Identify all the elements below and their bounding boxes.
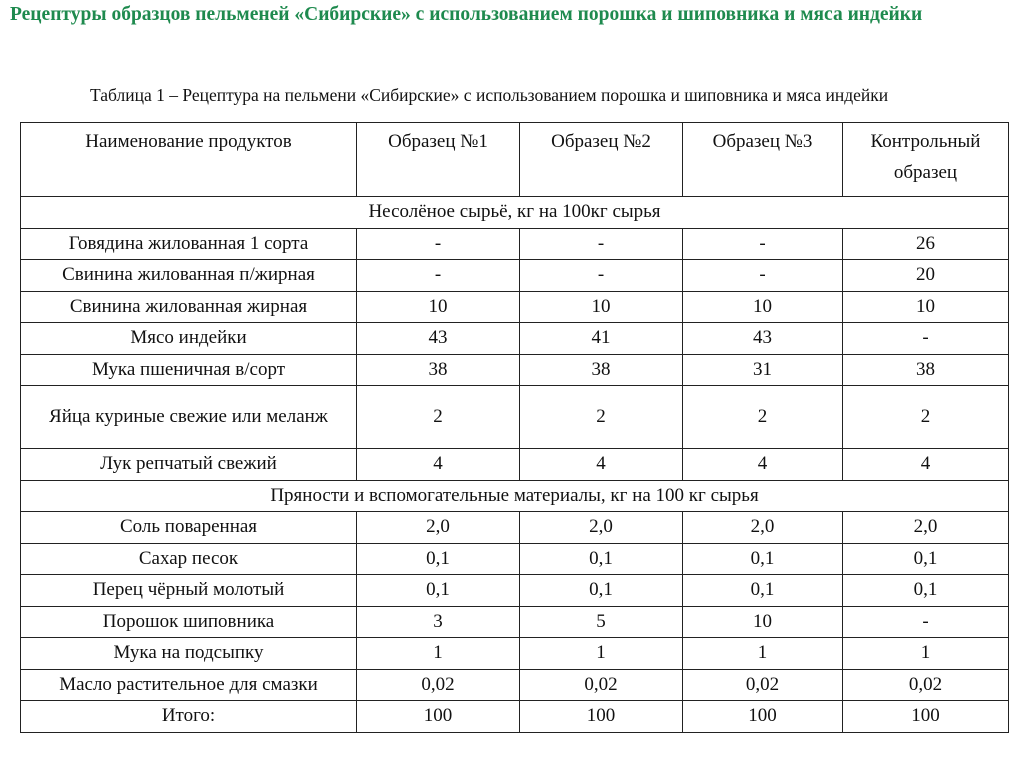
value-cell: 0,1 <box>520 575 683 607</box>
value-cell: 2 <box>357 386 520 449</box>
header-sample-2: Образец №2 <box>520 123 683 197</box>
table-row <box>21 386 1009 449</box>
value-cell: 4 <box>683 449 843 481</box>
value-cell: 2,0 <box>843 512 1009 544</box>
value-cell: 4 <box>357 449 520 481</box>
value-cell: 38 <box>357 354 520 386</box>
value-cell: 0,1 <box>843 575 1009 607</box>
section-title: Несолёное сырьё, кг на 100кг сырья <box>21 197 1009 229</box>
value-cell: 10 <box>520 291 683 323</box>
product-name-cell: Свинина жилованная п/жирная <box>21 260 357 292</box>
table-row <box>21 638 1009 670</box>
product-name-cell: Перец чёрный молотый <box>21 575 357 607</box>
table-row <box>21 354 1009 386</box>
header-sample-3: Образец №3 <box>683 123 843 197</box>
value-cell: 1 <box>520 638 683 670</box>
table-row <box>21 669 1009 701</box>
value-cell: 26 <box>843 228 1009 260</box>
product-name-cell: Итого: <box>21 701 357 733</box>
value-cell: 38 <box>843 354 1009 386</box>
value-cell: 1 <box>357 638 520 670</box>
table-row <box>21 701 1009 733</box>
table-caption: Таблица 1 – Рецептура на пельмени «Сибирские» с использованием порошка и шиповника и мяса индейки <box>90 85 889 105</box>
product-name-cell: Говядина жилованная 1 сорта <box>21 228 357 260</box>
value-cell: 10 <box>683 291 843 323</box>
header-control-sample: Контрольный образец <box>843 123 1009 197</box>
table-row <box>21 291 1009 323</box>
recipe-table <box>20 122 1009 733</box>
value-cell: 100 <box>520 701 683 733</box>
header-sample-1: Образец №1 <box>357 123 520 197</box>
value-cell: 1 <box>843 638 1009 670</box>
product-name-cell: Порошок шиповника <box>21 606 357 638</box>
value-cell: 2 <box>683 386 843 449</box>
value-cell: 2 <box>843 386 1009 449</box>
value-cell: 0,1 <box>357 543 520 575</box>
value-cell: 10 <box>843 291 1009 323</box>
value-cell: 0,02 <box>357 669 520 701</box>
product-name-cell: Сахар песок <box>21 543 357 575</box>
value-cell: 0,1 <box>843 543 1009 575</box>
table-row <box>21 512 1009 544</box>
table-row <box>21 606 1009 638</box>
product-name-cell: Мука пшеничная в/сорт <box>21 354 357 386</box>
value-cell: 41 <box>520 323 683 355</box>
value-cell: - <box>843 606 1009 638</box>
value-cell: 31 <box>683 354 843 386</box>
value-cell: 0,02 <box>520 669 683 701</box>
value-cell: 43 <box>683 323 843 355</box>
value-cell: 1 <box>683 638 843 670</box>
value-cell: - <box>683 260 843 292</box>
product-name-cell: Соль поваренная <box>21 512 357 544</box>
table-header-row <box>21 123 1009 197</box>
value-cell: 5 <box>520 606 683 638</box>
value-cell: 2,0 <box>357 512 520 544</box>
product-name-cell: Масло растительное для смазки <box>21 669 357 701</box>
table-row <box>21 575 1009 607</box>
value-cell: 100 <box>357 701 520 733</box>
value-cell: 20 <box>843 260 1009 292</box>
value-cell: 10 <box>357 291 520 323</box>
value-cell: - <box>357 260 520 292</box>
value-cell: 2,0 <box>683 512 843 544</box>
value-cell: 2,0 <box>520 512 683 544</box>
value-cell: 2 <box>520 386 683 449</box>
product-name-cell: Мука на подсыпку <box>21 638 357 670</box>
section-row <box>21 480 1009 512</box>
product-name-cell: Свинина жилованная жирная <box>21 291 357 323</box>
value-cell: 0,02 <box>683 669 843 701</box>
table-row <box>21 228 1009 260</box>
value-cell: 100 <box>843 701 1009 733</box>
header-product-name: Наименование продуктов <box>21 123 357 197</box>
value-cell: - <box>520 228 683 260</box>
table-row <box>21 449 1009 481</box>
product-name-cell: Яйца куриные свежие или меланж <box>21 386 357 449</box>
section-title: Пряности и вспомогательные материалы, кг на 100 кг сырья <box>21 480 1009 512</box>
value-cell: 0,1 <box>520 543 683 575</box>
value-cell: 0,1 <box>683 575 843 607</box>
product-name-cell: Лук репчатый свежий <box>21 449 357 481</box>
value-cell: 0,1 <box>357 575 520 607</box>
table-row <box>21 260 1009 292</box>
section-row <box>21 197 1009 229</box>
value-cell: - <box>357 228 520 260</box>
value-cell: - <box>520 260 683 292</box>
value-cell: - <box>683 228 843 260</box>
value-cell: 38 <box>520 354 683 386</box>
value-cell: 10 <box>683 606 843 638</box>
value-cell: 0,1 <box>683 543 843 575</box>
value-cell: 4 <box>520 449 683 481</box>
value-cell: 3 <box>357 606 520 638</box>
table-row <box>21 543 1009 575</box>
value-cell: 0,02 <box>843 669 1009 701</box>
value-cell: - <box>843 323 1009 355</box>
product-name-cell: Мясо индейки <box>21 323 357 355</box>
value-cell: 4 <box>843 449 1009 481</box>
table-row <box>21 323 1009 355</box>
value-cell: 100 <box>683 701 843 733</box>
value-cell: 43 <box>357 323 520 355</box>
slide-title: Рецептуры образцов пельменей «Сибирские» с использованием порошка и шиповника и мяса индейки <box>10 4 923 25</box>
